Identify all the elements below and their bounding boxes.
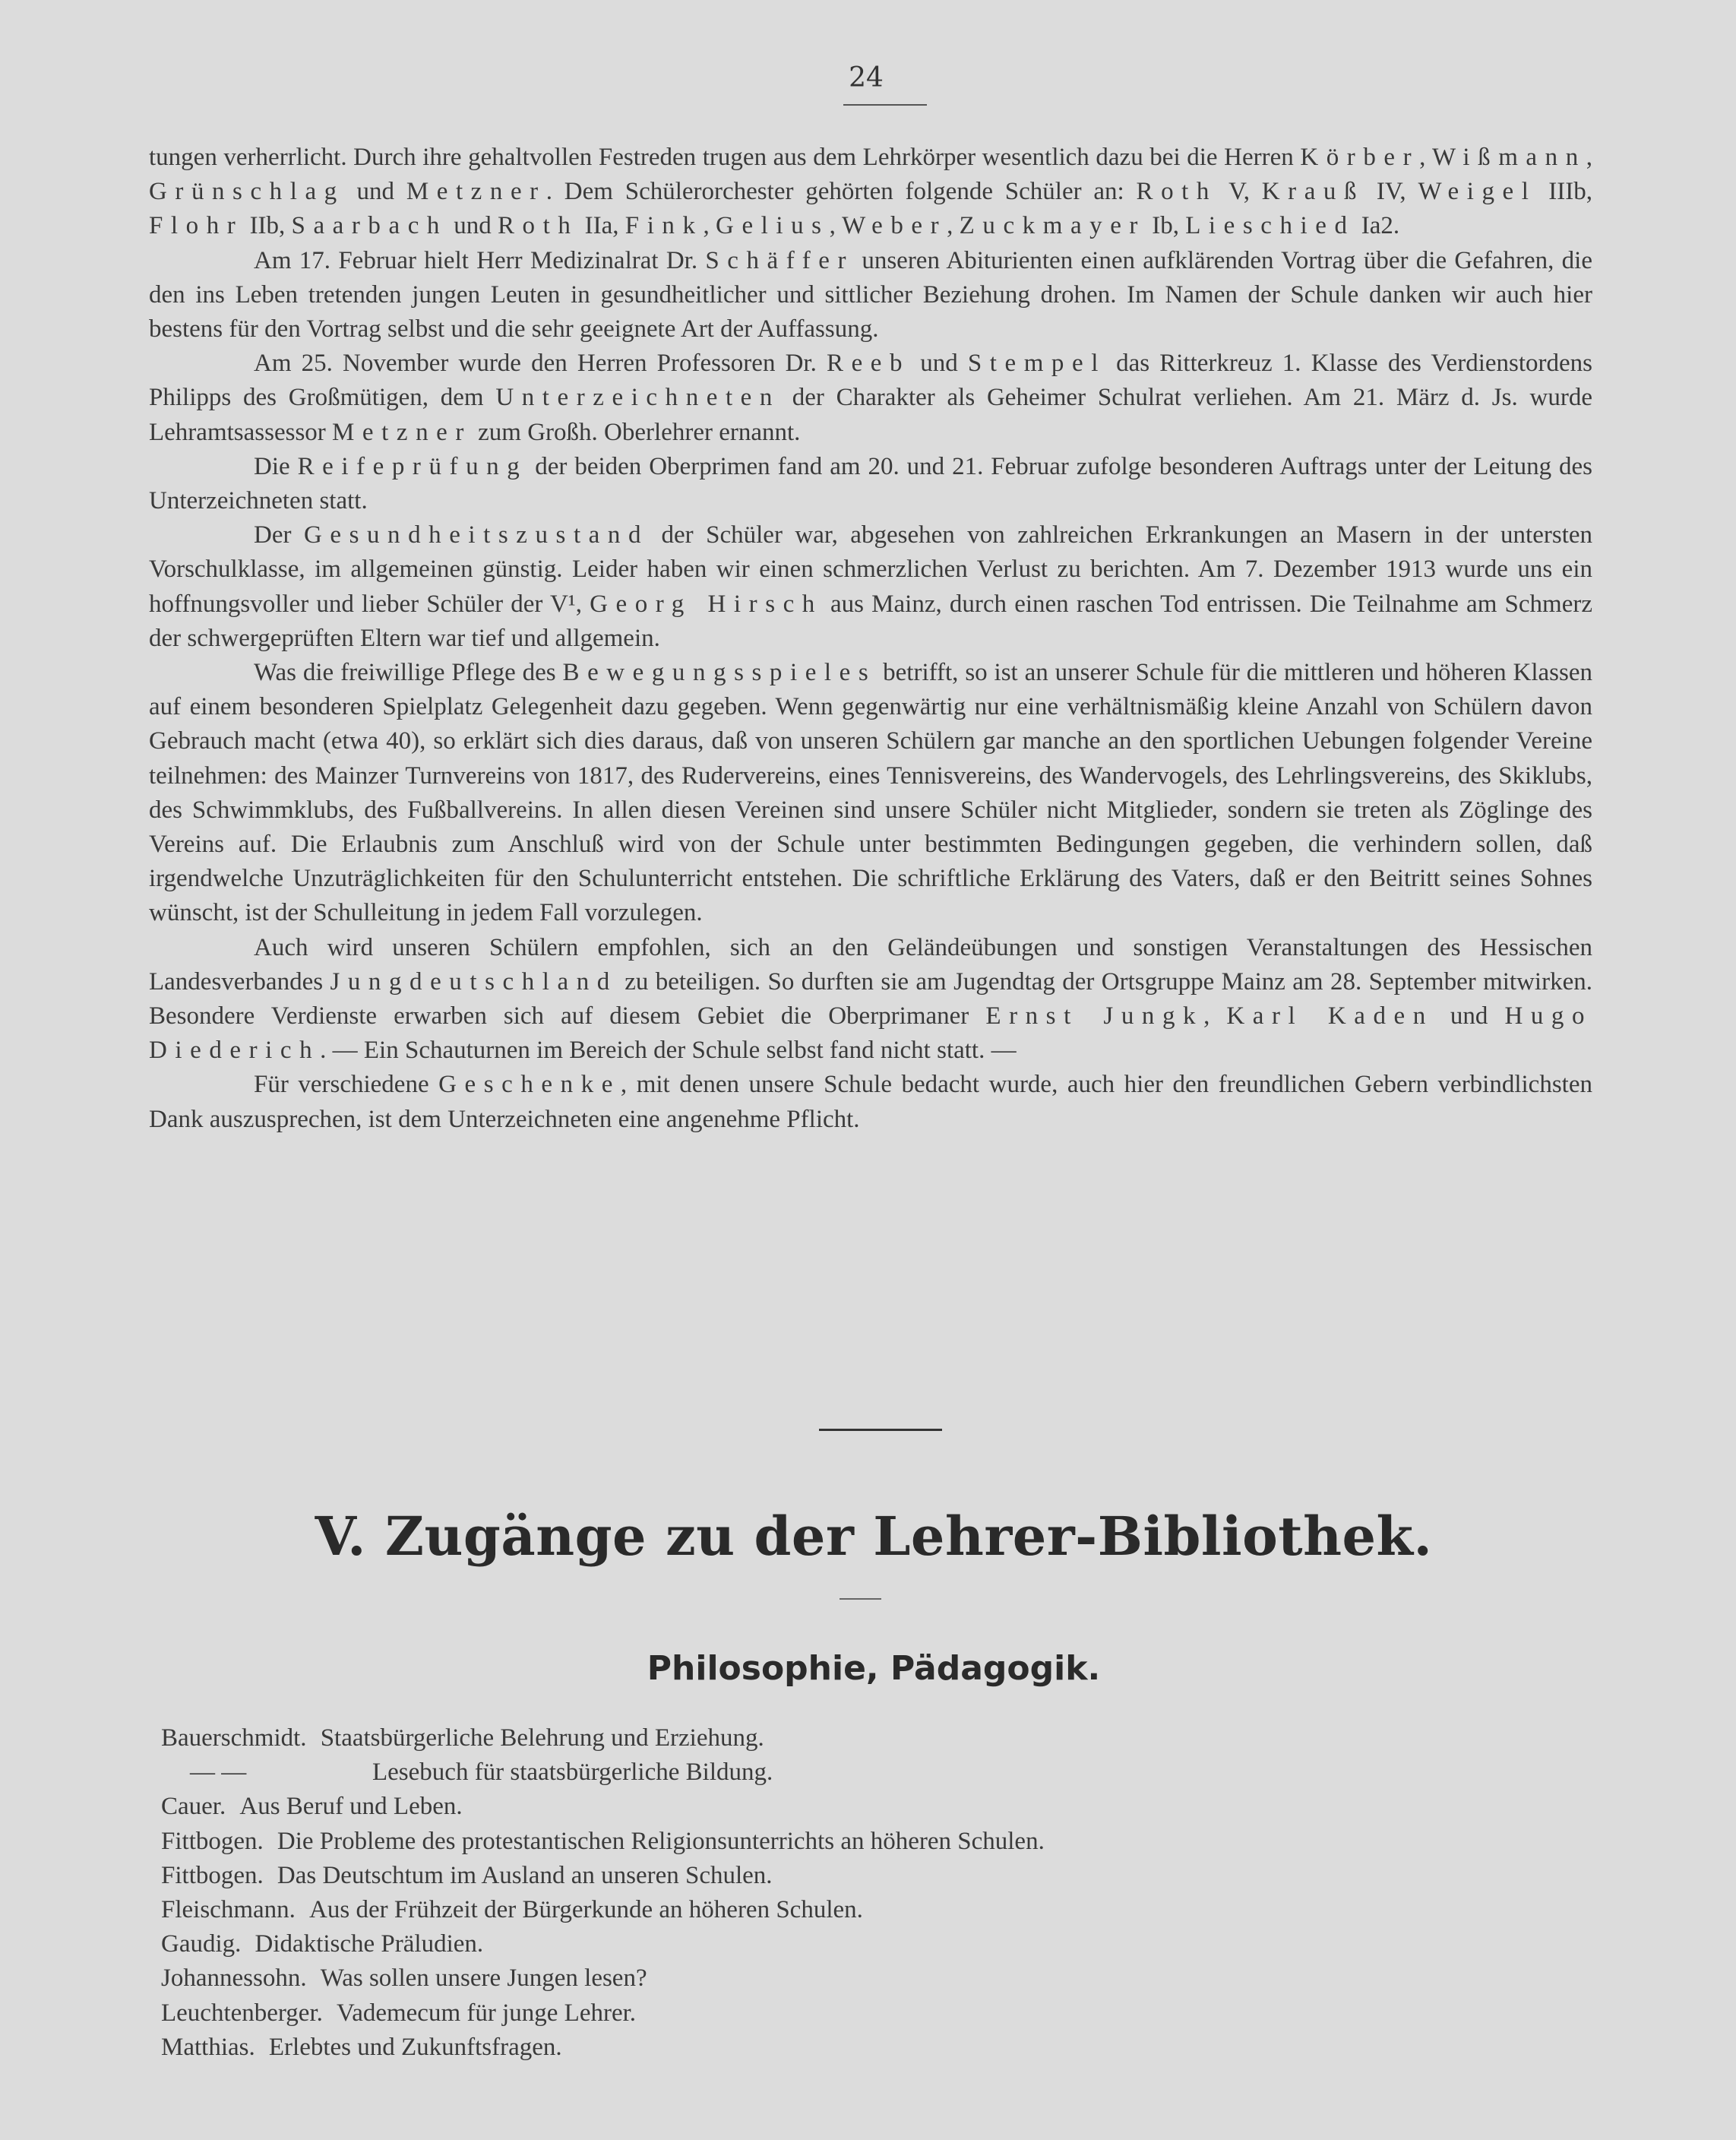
paragraph	[149, 656, 1592, 931]
spaced-name: Reeb	[827, 350, 911, 378]
spaced-name: Flohr	[149, 212, 244, 240]
text-run: . — Ein Schauturnen im Bereich der Schule selbst fand nicht statt. —	[320, 1037, 1017, 1065]
text-run: betrifft, so ist an unserer Schule für die mittleren und höheren Klassen auf einem besonderen Spielplatz Gelegenheit dazu gegeben. Wenn gegenwärtig nur eine verhältnismäßig kleine Anzahl von Schülern davon Gebrauch macht (etwa 40), so erklärt sich dies daraus, daß von unseren Schülern gar manche an den sportlichen Uebungen folgender Vereine teilnehmen: des Mainzer Turnvereins von 1817, des Rudervereins, eines Tennisvereins, des Wandervogels, des Lehrlingsvereins, des Skiklubs, des Schwimmklubs, des Fußballvereins. In allen diesen Vereinen sind unsere Schüler nicht Mitglieder, sondern sie treten als Zöglinge des Vereins auf. Die Erlaubnis zum Anschluß wird von der Schule unter bestimmten Bedingungen gegeben, die verhindern sollen, daß irgendwelche Unzuträglichkeiten für den Schulunterricht entstehen. Die schriftliche Erklärung des Vaters, daß er den Beitritt seines Sohnes wünscht, ist der Schulleitung in jedem Fall vorzulegen.	[149, 659, 1592, 927]
spaced-name: Metzner	[406, 178, 546, 206]
book-title: Vademecum für junge Lehrer.	[337, 1999, 637, 2027]
list-item	[161, 1859, 1529, 1893]
text-run: Für verschiedene	[254, 1071, 439, 1099]
text-run: ,	[1586, 144, 1593, 171]
text-run: der beiden Oberprimen fand am 20. und 21. Februar zufolge besonderen Auftrags unter der Leitung des Unterzeichneten statt.	[149, 452, 1593, 515]
list-item	[161, 2031, 1529, 2065]
text-run: ,	[829, 212, 843, 240]
text-run: Der	[254, 521, 304, 549]
spaced-name: Metzner	[332, 418, 472, 446]
spaced-name: Saarbach	[291, 212, 447, 240]
book-author: Cauer.	[161, 1793, 226, 1821]
list-item	[161, 1755, 1529, 1790]
list-item	[161, 1893, 1529, 1927]
paragraph	[149, 931, 1592, 1068]
text-run: zu beteiligen. So durften sie am Jugendtag der Ortsgruppe Mainz am 28. September mitwirken. Besondere Verdienste erwarben sich auf diesem Gebiet die Oberprimaner	[149, 967, 1592, 1030]
spaced-name: Wißmann	[1432, 144, 1586, 171]
text-run: und	[344, 178, 406, 206]
spaced-name: Reifeprüfung	[297, 452, 528, 480]
book-title: Staatsbürgerliche Belehrung und Erziehung.	[320, 1724, 764, 1752]
book-title: Didaktische Präludien.	[255, 1930, 484, 1958]
text-run: ,	[947, 212, 960, 240]
spaced-name: Stempel	[967, 350, 1106, 378]
spaced-name: Karl Kaden	[1226, 1002, 1434, 1030]
spaced-name: Grünschlag	[149, 178, 345, 206]
spaced-name: Körber	[1300, 144, 1420, 171]
text-run: Am 17. Februar hielt Herr Medizinalrat Dr.	[254, 246, 706, 274]
subsection-heading: Philosophie, Pädagogik.	[647, 1649, 1101, 1688]
book-title: Erlebtes und Zukunftsfragen.	[268, 2033, 562, 2061]
book-author: Matthias.	[161, 2033, 255, 2061]
spaced-name: Gelius	[716, 212, 830, 240]
paragraph	[149, 141, 1592, 244]
paragraph	[149, 244, 1592, 347]
spaced-name: Georg Hirsch	[590, 590, 823, 618]
text-run: IIIb,	[1536, 178, 1593, 206]
section-divider	[819, 1429, 942, 1431]
text-run: , mit denen unsere Schule bedacht wurde, auch hier den freundlichen Gebern verbindlichsten Dank auszusprechen, ist dem Unterzeichneten eine angenehme Pflicht.	[149, 1071, 1592, 1133]
list-item	[161, 1961, 1529, 1996]
book-title: Das Deutschtum im Ausland an unseren Schulen.	[277, 1861, 773, 1889]
spaced-name: Roth	[1136, 178, 1217, 206]
page-number-rule	[843, 104, 927, 106]
text-run: ,	[1419, 144, 1433, 171]
spaced-name: Lieschied	[1185, 212, 1355, 240]
body-text	[149, 141, 1592, 1137]
book-author: Johannessohn.	[161, 1964, 307, 1993]
paragraph	[149, 1068, 1592, 1136]
book-title: Lesebuch für staatsbürgerliche Bildung.	[372, 1759, 773, 1787]
text-run: ,	[1203, 1002, 1227, 1030]
text-run: zum Großh. Oberlehrer ernannt.	[471, 418, 801, 446]
spaced-name: Schäffer	[705, 246, 855, 274]
book-title: Aus Beruf und Leben.	[239, 1793, 463, 1821]
text-run: der Charakter als Geheimer Schulrat verliehen. Am 21. März d. Js. wurde Lehramtsassessor	[149, 384, 1592, 446]
paragraph	[149, 518, 1592, 656]
text-run: Auch wird unseren Schülern empfohlen, sich an den Geländeübungen und sonstigen Veranstaltungen des Hessischen Landesverbandes	[149, 933, 1592, 996]
list-item	[161, 1996, 1529, 2031]
text-run: IIa,	[578, 212, 625, 240]
paragraph	[149, 347, 1592, 450]
text-run: und	[1433, 1002, 1505, 1030]
book-author: Fleischmann.	[161, 1896, 296, 1924]
text-run: das Ritterkreuz 1. Klasse des Verdienstordens Philipps des Großmütigen, dem	[149, 350, 1592, 412]
list-item	[161, 1825, 1529, 1859]
book-title: Aus der Frühzeit der Bürgerkunde an höheren Schulen.	[309, 1896, 863, 1924]
text-run: IIb,	[243, 212, 292, 240]
list-item	[161, 1927, 1529, 1961]
book-title: Was sollen unsere Jungen lesen?	[320, 1964, 647, 1993]
text-run: Ib,	[1145, 212, 1186, 240]
book-title: Die Probleme des protestantischen Religionsunterrichts an höheren Schulen.	[277, 1827, 1045, 1855]
text-run: V,	[1216, 178, 1262, 206]
text-run: ,	[703, 212, 716, 240]
text-run: der Schüler war, abgesehen von zahlreichen Erkrankungen an Masern in der untersten Vorschulklasse, im allgemeinen günstig. Leider haben wir einen schmerzlichen Verlust zu berichten. Am 7. Dezember 1913 wurde uns ein hoffnungsvoller und lieber Schüler der V¹,	[149, 521, 1593, 618]
spaced-name: Geschenke	[438, 1071, 621, 1099]
book-author: Fittbogen.	[161, 1861, 264, 1889]
paragraph	[149, 450, 1592, 518]
spaced-name: Gesundheitszustand	[303, 521, 650, 549]
text-run: Ia2.	[1355, 212, 1400, 240]
page-number: 24	[849, 62, 884, 93]
spaced-name: Weber	[842, 212, 947, 240]
spaced-name: Unterzeichneten	[495, 384, 780, 412]
spaced-name: Jungdeutschland	[330, 967, 618, 996]
text-run: und	[447, 212, 498, 240]
text-run: . Dem Schülerorchester gehörten folgende Schüler an:	[545, 178, 1137, 206]
book-author: Bauerschmidt.	[161, 1724, 307, 1752]
text-run: unseren Abiturienten einen aufklärenden Vortrag über die Gefahren, die den ins Leben tretenden jungen Leuten in gesundheitlicher und sittlicher Beziehung drohen. Im Namen der Schule danken wir auch hier bestens für den Vortrag selbst und die sehr geeignete Art der Auffassung.	[149, 246, 1592, 343]
spaced-name: Roth	[497, 212, 579, 240]
book-list	[161, 1721, 1529, 2065]
text-run: Am 25. November wurde den Herren Professoren Dr.	[254, 350, 827, 378]
text-run: IV,	[1364, 178, 1418, 206]
list-item	[161, 1790, 1529, 1824]
book-author: — —	[190, 1759, 247, 1787]
text-run: Was die freiwillige Pflege des	[254, 659, 563, 687]
spaced-name: Krauß	[1261, 178, 1365, 206]
spaced-name: Fink	[625, 212, 704, 240]
text-run: Die	[254, 452, 298, 480]
text-run: aus Mainz, durch einen raschen Tod entrissen. Die Teilnahme am Schmerz der schwergeprüften Eltern war tief und allgemein.	[149, 590, 1592, 652]
text-run: tungen verherrlicht. Durch ihre gehaltvollen Festreden trugen aus dem Lehrkörper wesentlich dazu bei die Herren	[149, 144, 1301, 171]
text-run: und	[910, 350, 968, 378]
spaced-name: Weigel	[1418, 178, 1537, 206]
spaced-name: Zuckmayer	[959, 212, 1146, 240]
book-author: Fittbogen.	[161, 1827, 264, 1855]
book-author: Leuchtenberger.	[161, 1999, 323, 2027]
section-heading: V. Zugänge zu der Lehrer-Bibliothek.	[315, 1505, 1433, 1568]
book-author: Gaudig.	[161, 1930, 242, 1958]
spaced-name: Hugo Diederich	[149, 1002, 1593, 1065]
list-item	[161, 1721, 1529, 1755]
spaced-name: Bewegungsspieles	[562, 659, 877, 687]
heading-rule	[840, 1598, 881, 1600]
spaced-name: Ernst Jungk	[985, 1002, 1204, 1030]
